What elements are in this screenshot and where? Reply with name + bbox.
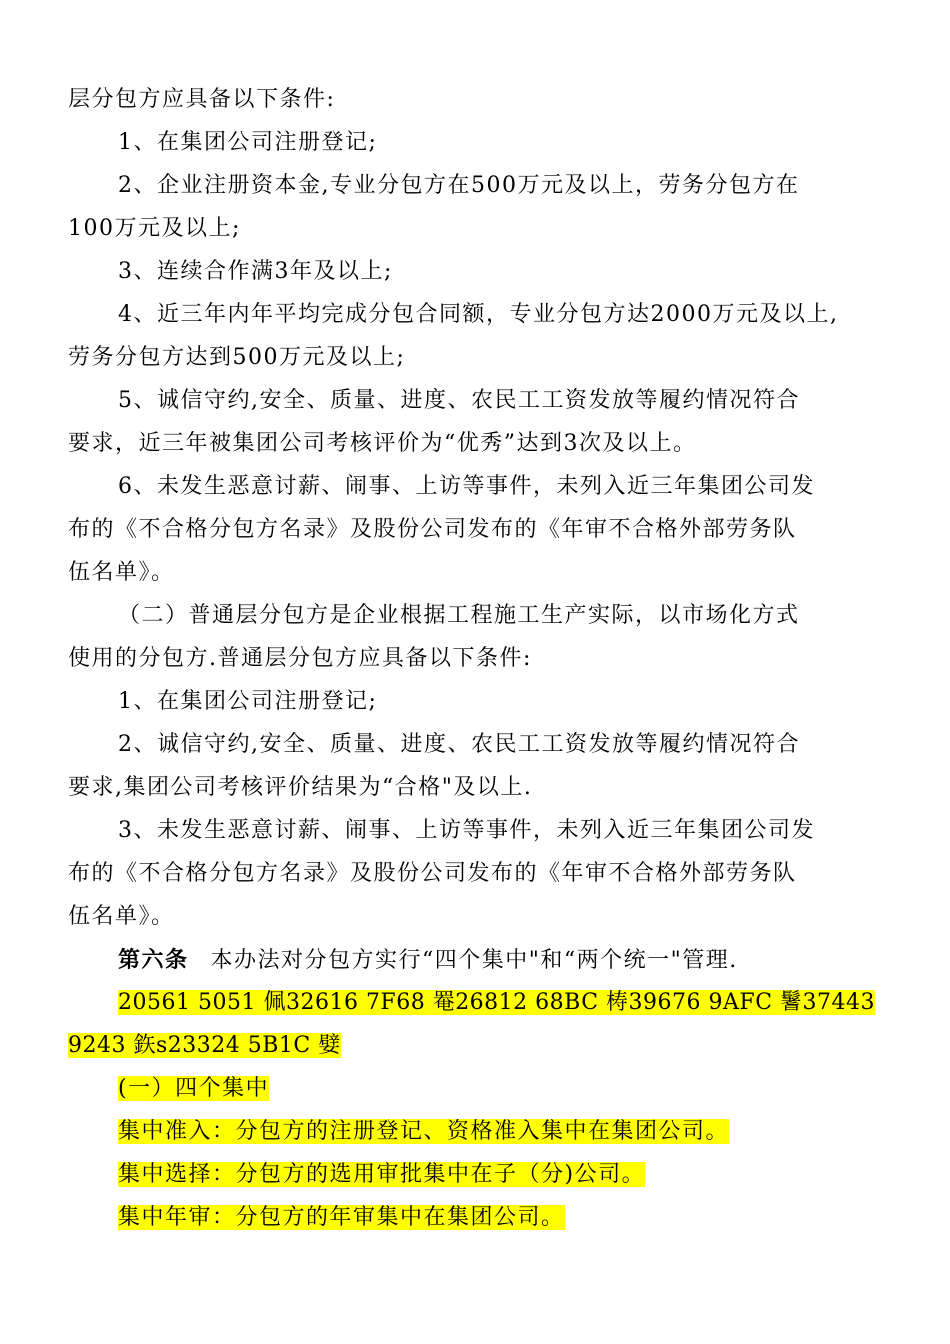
paragraph-line: 劳务分包方达到500万元及以上; — [68, 345, 406, 370]
article-body: 本办法对分包方实行“四个集中"和“两个统一"管理. — [210, 948, 738, 973]
paragraph-line: 使用的分包方.普通层分包方应具备以下条件: — [68, 646, 532, 671]
section-heading — [118, 1074, 269, 1104]
paragraph-line: 100万元及以上; — [68, 216, 241, 241]
section-heading: （二）普通层分包方是企业根据工程施工生产实际，以市场化方式 — [118, 603, 800, 628]
list-item: 4、近三年内年平均完成分包合同额，专业分包方达2000万元及以上, — [118, 302, 839, 327]
highlighted-text: 20561 5051 佩32616 7F68 罨26812 68BC 梼39676 9AFC 鬐37443 — [118, 990, 876, 1015]
paragraph-line: 伍名单》。 — [68, 560, 175, 585]
paragraph-line: 布的《不合格分包方名录》及股份公司发布的《年审不合格外部劳务队 — [68, 861, 797, 886]
list-item — [118, 1160, 645, 1190]
article-title: 第六条 — [118, 947, 189, 973]
paragraph-line: 布的《不合格分包方名录》及股份公司发布的《年审不合格外部劳务队 — [68, 517, 797, 542]
list-item: 2、诚信守约,安全、质量、进度、农民工工资发放等履约情况符合 — [118, 732, 800, 757]
highlighted-text: (一）四个集中 — [118, 1076, 270, 1101]
encoded-text-line — [68, 1031, 341, 1061]
list-item: 2、企业注册资本金,专业分包方在500万元及以上，劳务分包方在 — [118, 173, 800, 198]
list-item: 1、在集团公司注册登记; — [118, 130, 378, 155]
highlighted-text: 集中选择：分包方的选用审批集中在子（分)公司。 — [118, 1162, 646, 1187]
paragraph-line: 伍名单》。 — [68, 904, 175, 929]
list-item — [118, 1203, 565, 1233]
highlighted-text: 9243 鉃s23324 5B1C 嬖 — [68, 1033, 341, 1058]
list-item: 6、未发生恶意讨薪、闹事、上访等事件，未列入近三年集团公司发 — [118, 474, 815, 499]
list-item: 3、未发生恶意讨薪、闹事、上访等事件，未列入近三年集团公司发 — [118, 818, 815, 843]
paragraph-line: 层分包方应具备以下条件: — [68, 87, 336, 112]
list-item: 3、连续合作满3年及以上; — [118, 259, 393, 284]
article-line — [118, 945, 738, 975]
encoded-text-line — [118, 988, 875, 1018]
list-item: 5、诚信守约,安全、质量、进度、农民工工资发放等履约情况符合 — [118, 388, 800, 413]
list-item — [118, 1117, 729, 1147]
highlighted-text: 集中年审：分包方的年审集中在集团公司。 — [118, 1205, 565, 1230]
list-item: 1、在集团公司注册登记; — [118, 689, 378, 714]
paragraph-line: 要求,集团公司考核评价结果为“合格"及以上. — [68, 775, 533, 800]
paragraph-line: 要求，近三年被集团公司考核评价为“优秀”达到3次及以上。 — [68, 431, 697, 456]
highlighted-text: 集中准入：分包方的注册登记、资格准入集中在集团公司。 — [118, 1119, 730, 1144]
